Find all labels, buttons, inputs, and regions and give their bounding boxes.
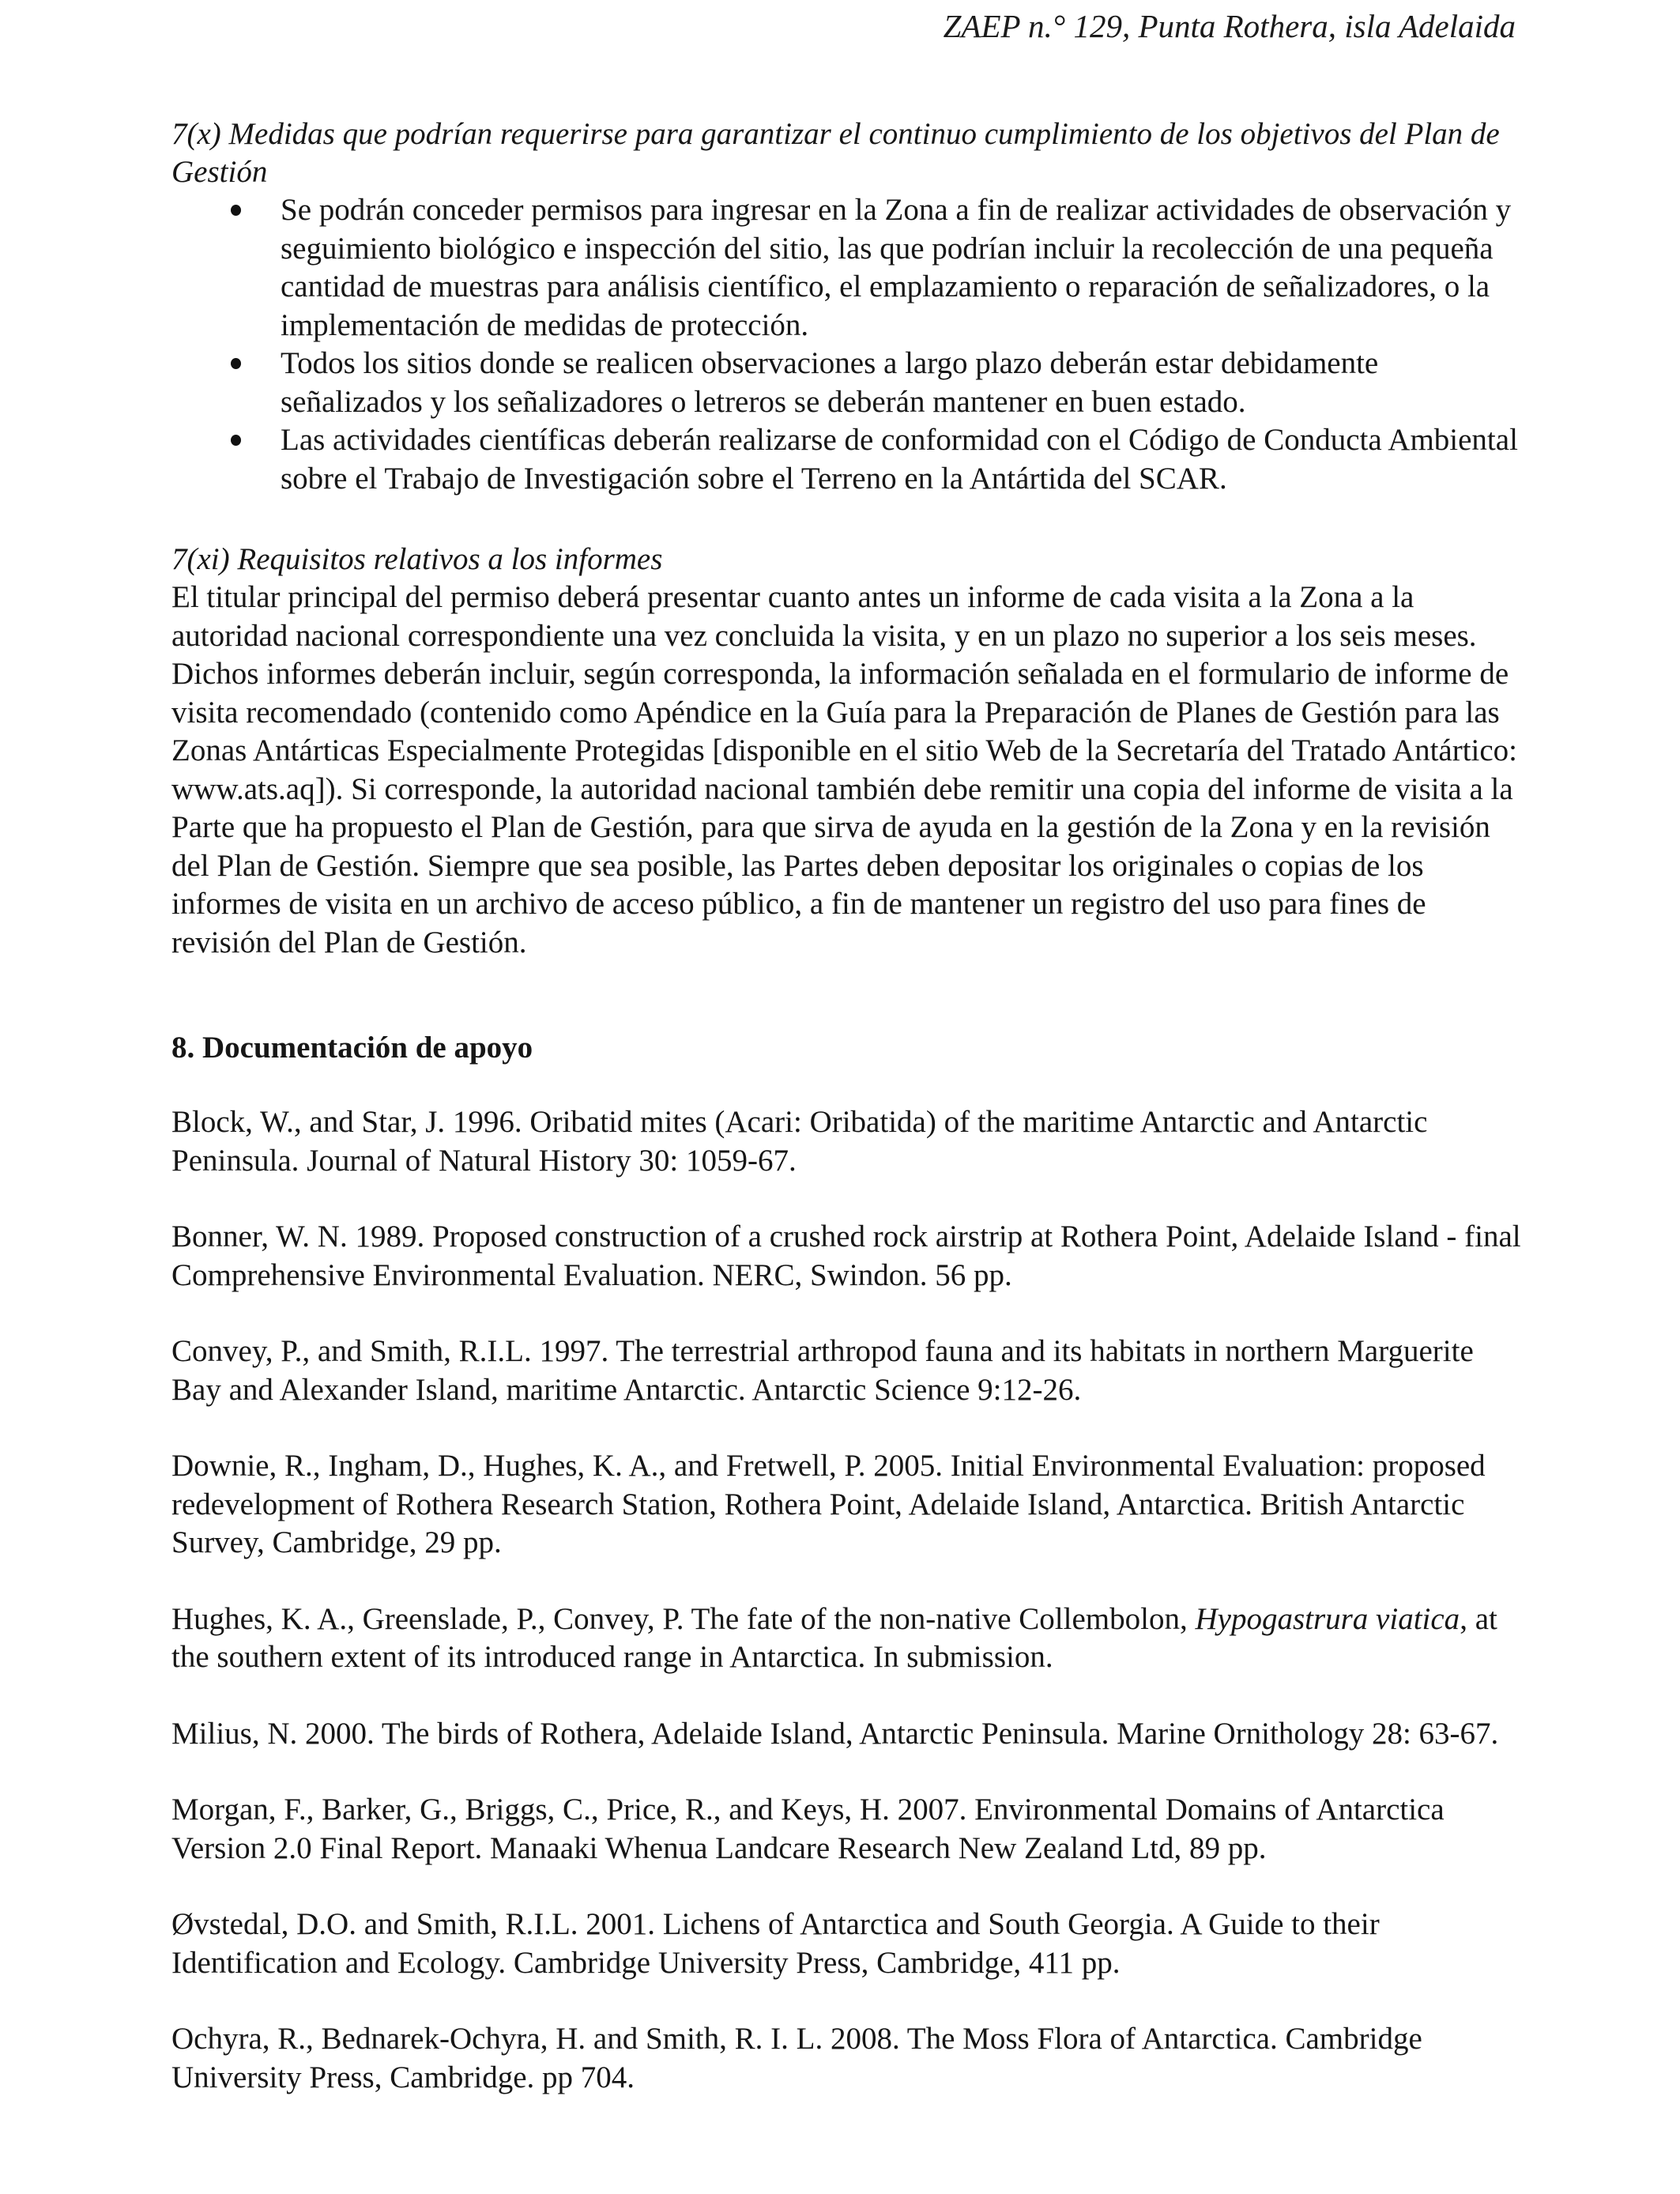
reference-list (171, 1103, 1523, 2135)
section-7x-bullet-list (171, 191, 1523, 498)
bullet-item (171, 191, 1523, 345)
section-8-heading: 8. Documentación de apoyo (171, 1031, 533, 1065)
running-header: ZAEP n.° 129, Punta Rothera, isla Adelaida (943, 8, 1516, 44)
section-7xi-heading: 7(xi) Requisitos relativos a los informes (171, 542, 663, 576)
reference-item: Øvstedal, D.O. and Smith, R.I.L. 2001. Lichens of Antarctica and South Georgia. A Guide to their Identification and Ecology. Cambridge University Press, Cambridge, 411 pp. (171, 1907, 1380, 1980)
section-7xi-body: El titular principal del permiso deberá presentar cuanto antes un informe de cada visita a la Zona a la autoridad nacional correspondiente una vez concluida la visita, y en un plazo no superior a los seis meses. Dichos informes deberán incluir, según corresponda, la información señalada en el formulario de informe de visita recomendado (contenido como Apéndice en la Guía para la Preparación de Planes de Gestión para las Zonas Antárticas Especialmente Protegidas [disponible en el sitio Web de la Secretaría del Tratado Antártico: www.ats.aq]). Si corresponde, la autoridad nacional también debe remitir una copia del informe de visita a la Parte que ha propuesto el Plan de Gestión, para que sirva de ayuda en la gestión de la Zona y en la revisión del Plan de Gestión. Siempre que sea posible, las Partes deben depositar los originales o copias de los informes de visita en un archivo de acceso público, a fin de mantener un registro del uso para fines de revisión del Plan de Gestión. (171, 580, 1518, 959)
reference-item: Block, W., and Star, J. 1996. Oribatid mites (Acari: Oribatida) of the maritime Antarctic and Antarctic Peninsula. Journal of Natural History 30: 1059-67. (171, 1105, 1428, 1178)
reference-item: Milius, N. 2000. The birds of Rothera, Adelaide Island, Antarctic Peninsula. Marine Ornithology 28: 63-67. (171, 1716, 1499, 1751)
species-name: Hypogastrura viatica (1195, 1601, 1460, 1636)
reference-item: Ochyra, R., Bednarek-Ochyra, H. and Smith, R. I. L. 2008. The Moss Flora of Antarctica. Cambridge University Press, Cambridge. pp 704. (171, 2022, 1422, 2094)
reference-item: Convey, P., and Smith, R.I.L. 1997. The terrestrial arthropod fauna and its habitats in northern Marguerite Bay and Alexander Island, maritime Antarctic. Antarctic Science 9:12-26. (171, 1334, 1474, 1407)
bullet-icon (231, 358, 241, 369)
reference-item: Morgan, F., Barker, G., Briggs, C., Price, R., and Keys, H. 2007. Environmental Domains of Antarctica Version 2.0 Final Report. Manaaki Whenua Landcare Research New Zealand Ltd, 89 pp. (171, 1793, 1445, 1865)
bullet-text: Se podrán conceder permisos para ingresar en la Zona a fin de realizar actividades de observación y seguimiento biológico e inspección del sitio, las que podrían incluir la recolección de una pequeña cantidad de muestras para análisis científico, el emplazamiento o reparación de señalizadores, o la implementación de medidas de protección. (281, 193, 1512, 342)
section-7xi (171, 541, 1523, 962)
bullet-text: Todos los sitios donde se realicen observaciones a largo plazo deberán estar debidamente señalizados y los señalizadores o letreros se deberán mantener en buen estado. (281, 346, 1379, 419)
reference-item (171, 1600, 1523, 1677)
section-8 (171, 1029, 1523, 1067)
reference-item: Bonner, W. N. 1989. Proposed construction of a crushed rock airstrip at Rothera Point, Adelaide Island - final Comprehensive Environmental Evaluation. NERC, Swindon. 56 pp. (171, 1220, 1521, 1292)
reference-text: Hughes, K. A., Greenslade, P., Convey, P. The fate of the non-native Collembolon, (171, 1601, 1196, 1636)
reference-text: , at the southern extent of its introduced range in Antarctica. In submission. (171, 1601, 1497, 1674)
bullet-item (171, 345, 1523, 421)
bullet-item (171, 421, 1523, 498)
bullet-text: Las actividades científicas deberán realizarse de conformidad con el Código de Conducta Ambiental sobre el Trabajo de Investigación sobre el Terreno en la Antártida del SCAR. (281, 423, 1518, 496)
bullet-icon (231, 435, 241, 446)
section-7x (171, 115, 1523, 498)
reference-item: Downie, R., Ingham, D., Hughes, K. A., and Fretwell, P. 2005. Initial Environmental Evaluation: proposed redevelopment of Rothera Research Station, Rothera Point, Adelaide Island, Antarctica. British Antarctic Survey, Cambridge, 29 pp. (171, 1449, 1486, 1559)
bullet-icon (231, 205, 241, 216)
section-7x-heading: 7(x) Medidas que podrían requerirse para garantizar el continuo cumplimiento de los objetivos del Plan de Gestión (171, 117, 1500, 189)
